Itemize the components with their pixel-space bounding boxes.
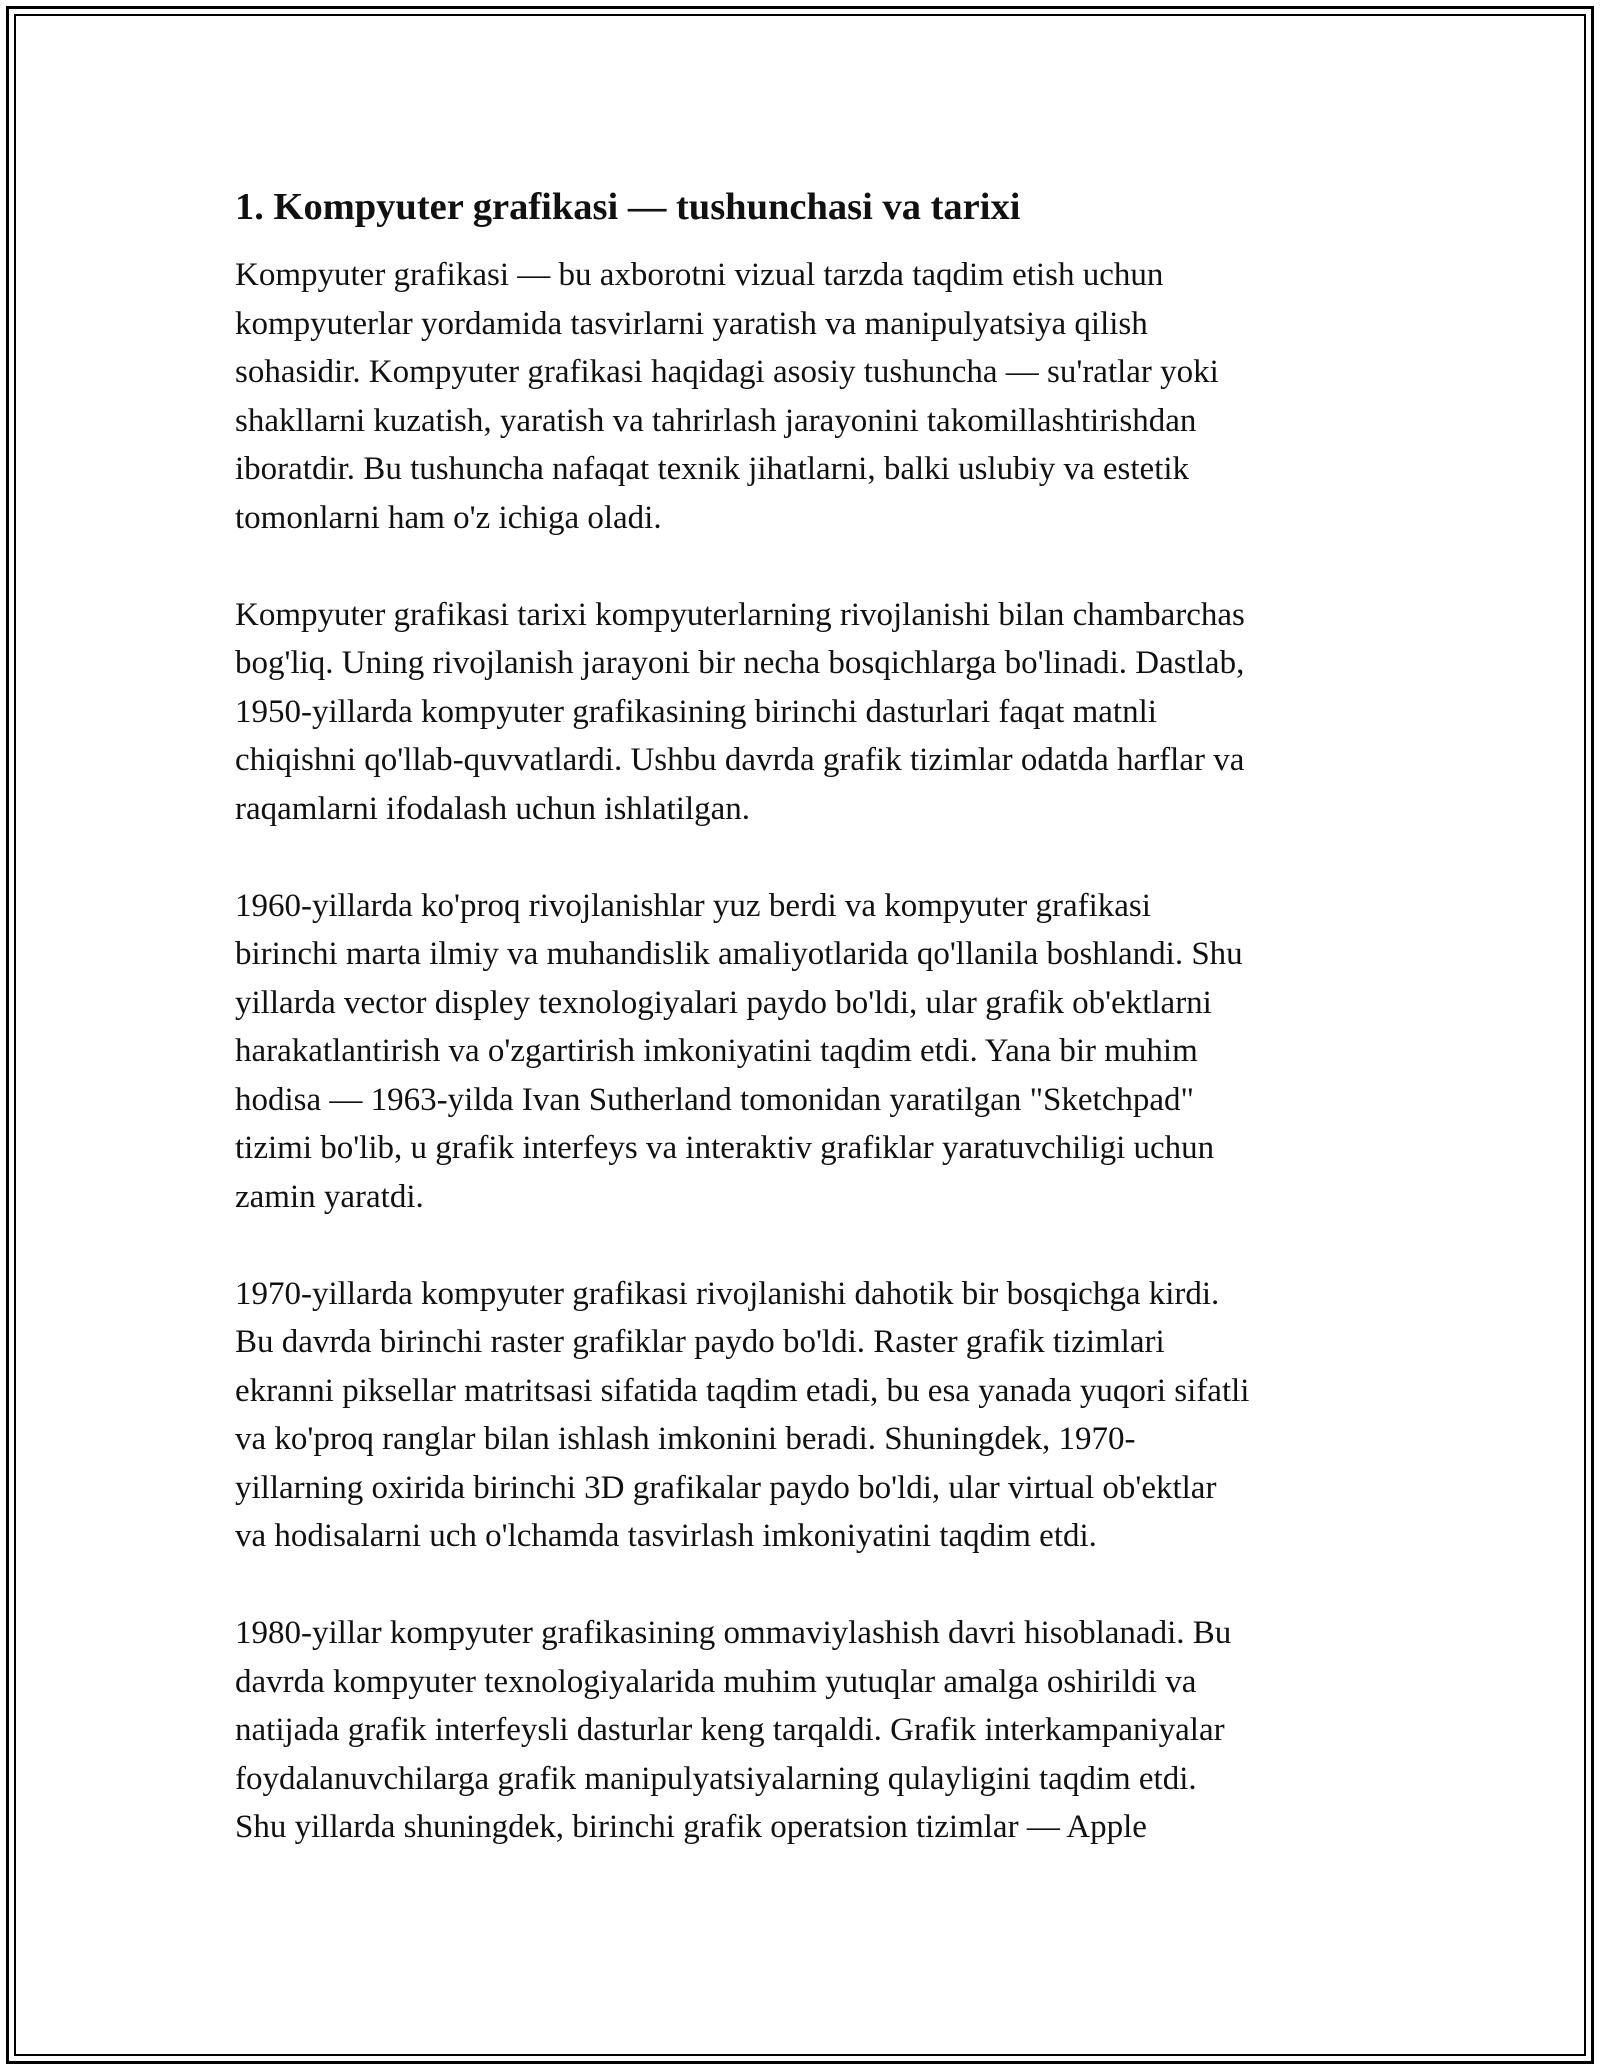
text-line: iboratdir. Bu tushuncha nafaqat texnik jihatlarni, balki uslubiy va estetik — [235, 451, 1190, 487]
text-line: ekranni piksellar matritsasi sifatida taqdim etadi, bu esa yanada yuqori sifatli — [235, 1372, 1250, 1409]
text-line: va ko'proq ranglar bilan ishlash imkonini beradi. Shuningdek, 1970- — [235, 1421, 1136, 1457]
paragraph-1980s — [235, 1609, 1375, 1852]
text-line: 1960-yillarda ko'proq rivojlanishlar yuz berdi va kompyuter grafikasi — [235, 887, 1151, 924]
paragraph-1970s — [235, 1270, 1375, 1561]
text-line: 1970-yillarda kompyuter grafikasi rivojlanishi dahotik bir bosqichga kirdi. — [235, 1275, 1220, 1312]
text-line: tizimi bo'lib, u grafik interfeys va interaktiv grafiklar yaratuvchiligi uchun — [235, 1130, 1215, 1166]
paragraph-definition — [235, 251, 1375, 542]
text-line: chiqishni qo'llab-quvvatlardi. Ushbu davrda grafik tizimlar odatda harflar va — [235, 742, 1245, 778]
text-line: zamin yaratdi. — [235, 1178, 424, 1215]
text-line: bog'liq. Uning rivojlanish jarayoni bir necha bosqichlarga bo'linadi. Dastlab, — [235, 645, 1245, 681]
text-line: va hodisalarni uch o'lchamda tasvirlash imkoniyatini taqdim etdi. — [235, 1518, 1097, 1554]
text-line: natijada grafik interfeysli dasturlar keng tarqaldi. Grafik interkampaniyalar — [235, 1712, 1225, 1748]
text-line: harakatlantirish va o'zgartirish imkoniyatini taqdim etdi. Yana bir muhim — [235, 1033, 1198, 1069]
section-heading: 1. Kompyuter grafikasi — tushunchasi va tarixi — [235, 186, 1021, 228]
text-line: kompyuterlar yordamida tasvirlarni yaratish va manipulyatsiya qilish — [235, 305, 1148, 342]
text-line: tomonlarni ham o'z ichiga oladi. — [235, 499, 662, 536]
text-line: birinchi marta ilmiy va muhandislik amaliyotlarida qo'llanila boshlandi. Shu — [235, 936, 1243, 972]
paragraph-history-intro — [235, 591, 1375, 834]
text-line: yillarda vector displey texnologiyalari paydo bo'ldi, ular grafik ob'ektlarni — [235, 984, 1212, 1021]
text-line: Kompyuter grafikasi — bu axborotni vizual tarzda taqdim etish uchun — [235, 257, 1164, 293]
text-line: davrda kompyuter texnologiyalarida muhim yutuqlar amalga oshirildi va — [235, 1663, 1197, 1700]
text-line: Bu davrda birinchi raster grafiklar paydo bo'ldi. Raster grafik tizimlari — [235, 1324, 1165, 1360]
text-line: yillarning oxirida birinchi 3D grafikalar paydo bo'ldi, ular virtual ob'ektlar — [235, 1469, 1217, 1506]
text-line: Kompyuter grafikasi tarixi kompyuterlarning rivojlanishi bilan chambarchas — [235, 596, 1245, 633]
text-line: foydalanuvchilarga grafik manipulyatsiyalarning qulayligini taqdim etdi. — [235, 1760, 1197, 1797]
text-line: sohasidir. Kompyuter grafikasi haqidagi asosiy tushuncha — su'ratlar yoki — [235, 354, 1219, 390]
paragraph-1960s — [235, 882, 1375, 1222]
text-line: 1950-yillarda kompyuter grafikasining birinchi dasturlari faqat matnli — [235, 693, 1157, 730]
text-line: shakllarni kuzatish, yaratish va tahrirlash jarayonini takomillashtirishdan — [235, 402, 1197, 439]
document-body — [235, 183, 1375, 1900]
text-line: Shu yillarda shuningdek, birinchi grafik operatsion tizimlar — Apple — [235, 1809, 1147, 1845]
text-line: hodisa — 1963-yilda Ivan Sutherland tomonidan yaratilgan "Sketchpad" — [235, 1081, 1194, 1118]
text-line: raqamlarni ifodalash uchun ishlatilgan. — [235, 790, 751, 827]
text-line: 1980-yillar kompyuter grafikasining ommaviylashish davri hisoblanadi. Bu — [235, 1615, 1232, 1651]
